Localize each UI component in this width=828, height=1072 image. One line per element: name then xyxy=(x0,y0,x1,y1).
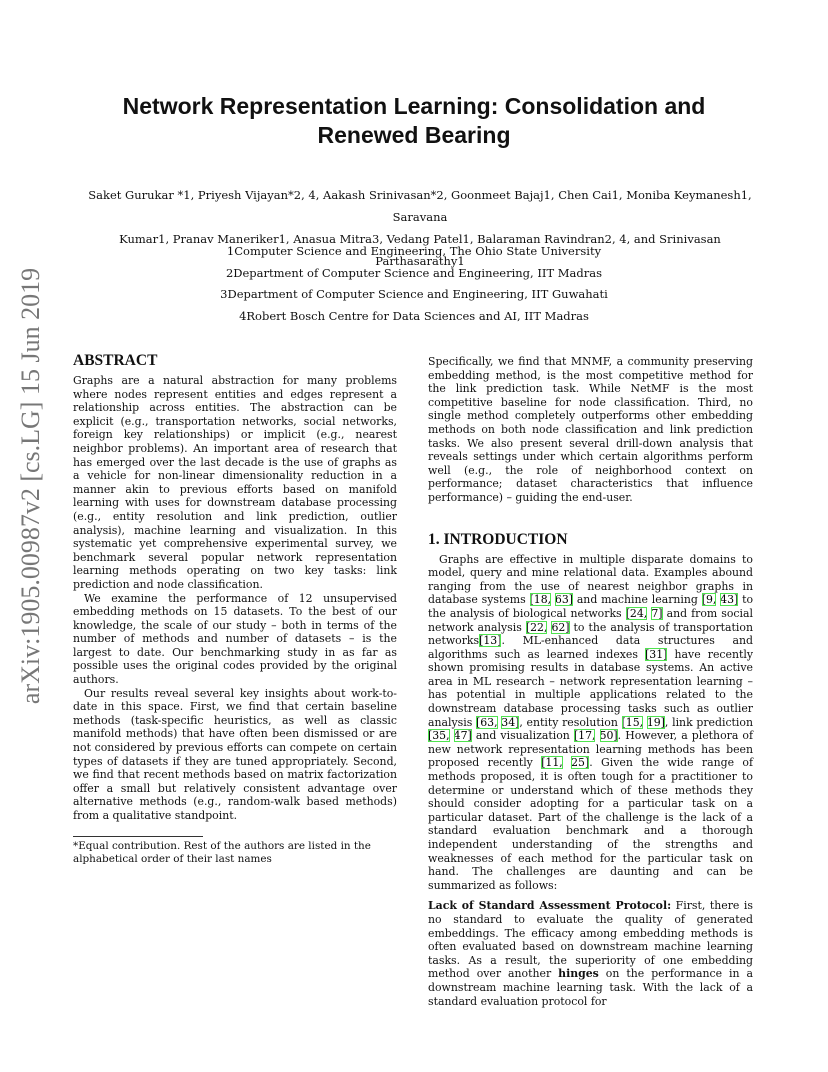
arxiv-sidebar-stamp xyxy=(6,267,56,705)
authors-line-2: Kumar1, Pranav Maneriker1, Anasua Mitra3, Vedang Patel1, Balaraman Ravindran2, 4, and Srinivasan Parthasarathy1 xyxy=(119,232,721,268)
affiliation-1: 1Computer Science and Engineering, The Ohio State University xyxy=(226,244,602,258)
affiliation-3: 3Department of Computer Science and Engineering, IIT Guwahati xyxy=(220,287,608,301)
title-line-2: Renewed Bearing xyxy=(317,122,511,148)
left-column xyxy=(73,352,397,867)
footnote: *Equal contribution. Rest of the authors are listed in the alphabetical order of their last names xyxy=(73,839,371,866)
abstract-paragraph-3: Our results reveal several key insights about work-to-date in this space. First, we find that certain baseline methods (task-specific heuristics, as well as classic manifold methods) that have often been dismissed or are not considered by previous efforts can compete on certain types of datasets if they are tuned appropriately. Second, we find that recent methods based on matrix factorization offer a small but relatively consistent advantage over alternative methods (e.g., random-walk based methods) from a qualitative standpoint. xyxy=(73,686,397,822)
introduction-paragraph xyxy=(428,553,753,893)
intro-text: to the analysis of biological networks xyxy=(428,593,754,620)
citation-link[interactable]: 50] xyxy=(599,729,618,743)
citation-link[interactable]: 47] xyxy=(453,729,472,743)
intro-text: and machine learning xyxy=(573,593,702,607)
citation-link[interactable]: [18, xyxy=(529,593,552,607)
abstract-continuation: Specifically, we find that MNMF, a community preserving embedding method, is the most competitive method for the link prediction task. While NetMF is the most competitive baseline for node classification. Third, no single method completely outperforms other embedding methods on both node classification and link prediction tasks. We also present several drill-down analysis that reveals settings under which certain algorithms perform well (e.g., the role of neighborhood context on performance; dataset characteristics that influence performance) – guiding the end-user. xyxy=(428,355,753,504)
paragraph-heading: Lack of Standard Assessment Protocol: xyxy=(428,899,672,913)
citation-link[interactable]: [9, xyxy=(701,593,717,607)
paper-title xyxy=(60,92,768,150)
citation-link[interactable]: [13] xyxy=(479,634,502,648)
intro-text: , entity resolution xyxy=(519,715,622,729)
paragraph-text: First, there is no standard to evaluate the quality of generated embeddings. The efficacy among embedding methods is often evaluated based on downstream machine learning tasks. As a result, the superiority of one embedding method over another xyxy=(428,899,753,981)
title-line-1: Network Representation Learning: Consolidation and xyxy=(122,93,706,119)
citation-link[interactable]: [11, xyxy=(541,756,563,770)
citation-link[interactable]: 25] xyxy=(571,756,590,770)
citation-link[interactable]: 7] xyxy=(651,606,663,620)
affiliations xyxy=(60,241,768,327)
affiliation-4: 4Robert Bosch Centre for Data Sciences and AI, IIT Madras xyxy=(239,308,589,323)
intro-text: Graphs are effective in multiple disparate domains to model, query and mine relational data. Examples abound ranging from the use of nearest neighbor graphs in database systems xyxy=(428,552,753,607)
citation-link[interactable]: 62] xyxy=(551,620,570,634)
introduction-heading: 1. INTRODUCTION xyxy=(428,530,568,548)
citation-link[interactable]: [31] xyxy=(645,647,668,661)
affiliation-2: 2Department of Computer Science and Engineering, IIT Madras xyxy=(225,265,603,280)
citation-link[interactable]: [17, xyxy=(573,729,596,743)
citation-link[interactable]: [24, xyxy=(625,606,648,620)
intro-text: . ML-enhanced data structures and algorithms such as learned indexes xyxy=(428,634,753,661)
citation-link[interactable]: 34] xyxy=(501,715,520,729)
citation-link[interactable]: [15, xyxy=(621,715,644,729)
paragraph-text: on the performance in a downstream machine learning task. With the lack of a standard evaluation protocol for xyxy=(428,967,753,1008)
intro-text: . However, a plethora of new network representation learning methods has been proposed recently xyxy=(428,729,753,770)
intro-text: have recently shown promising results in database systems. An active area in ML research – network representation learning – has potential in multiple applications related to the downstream database processing tasks such as outlier analysis xyxy=(428,647,753,729)
authors-line-1: Saket Gurukar *1, Priyesh Vijayan*2, 4, Aakash Srinivasan*2, Goonmeet Bajaj1, Chen Cai1, Moniba Keymanesh1, Saravana xyxy=(88,188,752,224)
lack-of-protocol-paragraph xyxy=(428,899,753,1008)
citation-link[interactable]: [35, xyxy=(428,729,450,743)
emphasis: hinges xyxy=(558,967,599,981)
abstract-heading: ABSTRACT xyxy=(73,352,158,369)
citation-link[interactable]: [63, xyxy=(476,715,498,729)
intro-text: and from social network analysis xyxy=(428,606,753,634)
intro-text: , link prediction xyxy=(664,715,753,729)
arxiv-id: arXiv:1905.00987v2 [cs.LG] 15 Jun 2019 xyxy=(16,267,45,705)
right-column xyxy=(428,355,753,1008)
intro-text: . Given the wide range of methods proposed, it is often tough for a practitioner to determine or understand which of these methods they should consider adopting for a particular task on a particular dataset. Part of the challenge is the lack of a standard evaluation benchmark and a thorough independent understanding of the strengths and weaknesses of each method for the particular task on hand. The challenges are daunting and can be summarized as follows: xyxy=(428,756,753,892)
citation-link[interactable]: 63] xyxy=(554,593,574,607)
citation-link[interactable]: [22, xyxy=(525,620,548,634)
citation-link[interactable]: 43] xyxy=(720,593,739,607)
footnote-rule xyxy=(73,836,203,837)
intro-text: to the analysis of transportation networks xyxy=(428,620,753,648)
intro-text: and visualization xyxy=(471,729,574,743)
citation-link[interactable]: 19] xyxy=(646,715,665,729)
abstract-paragraph-2: We examine the performance of 12 unsupervised embedding methods on 15 datasets. To the best of our knowledge, the scale of our study – both in terms of the number of methods and number of datasets – is the largest to date. Our benchmarking study in as far as possible uses the original codes provided by the original authors. xyxy=(73,591,397,687)
abstract-paragraph-1: Graphs are a natural abstraction for many problems where nodes represent entities and edges represent a relationship across entities. The abstraction can be explicit (e.g., transportation networks, social networks, foreign key relationships) or implicit (e.g., nearest neighbor problems). An important area of research that has emerged over the last decade is the use of graphs as a vehicle for non-linear dimensionality reduction in a manner akin to previous efforts based on manifold learning with uses for downstream database processing (e.g., entity resolution and link prediction, outlier analysis), machine learning and visualization. In this systematic yet comprehensive experimental survey, we benchmark several popular network representation learning methods operating on two key tasks: link prediction and node classification. xyxy=(73,374,397,591)
